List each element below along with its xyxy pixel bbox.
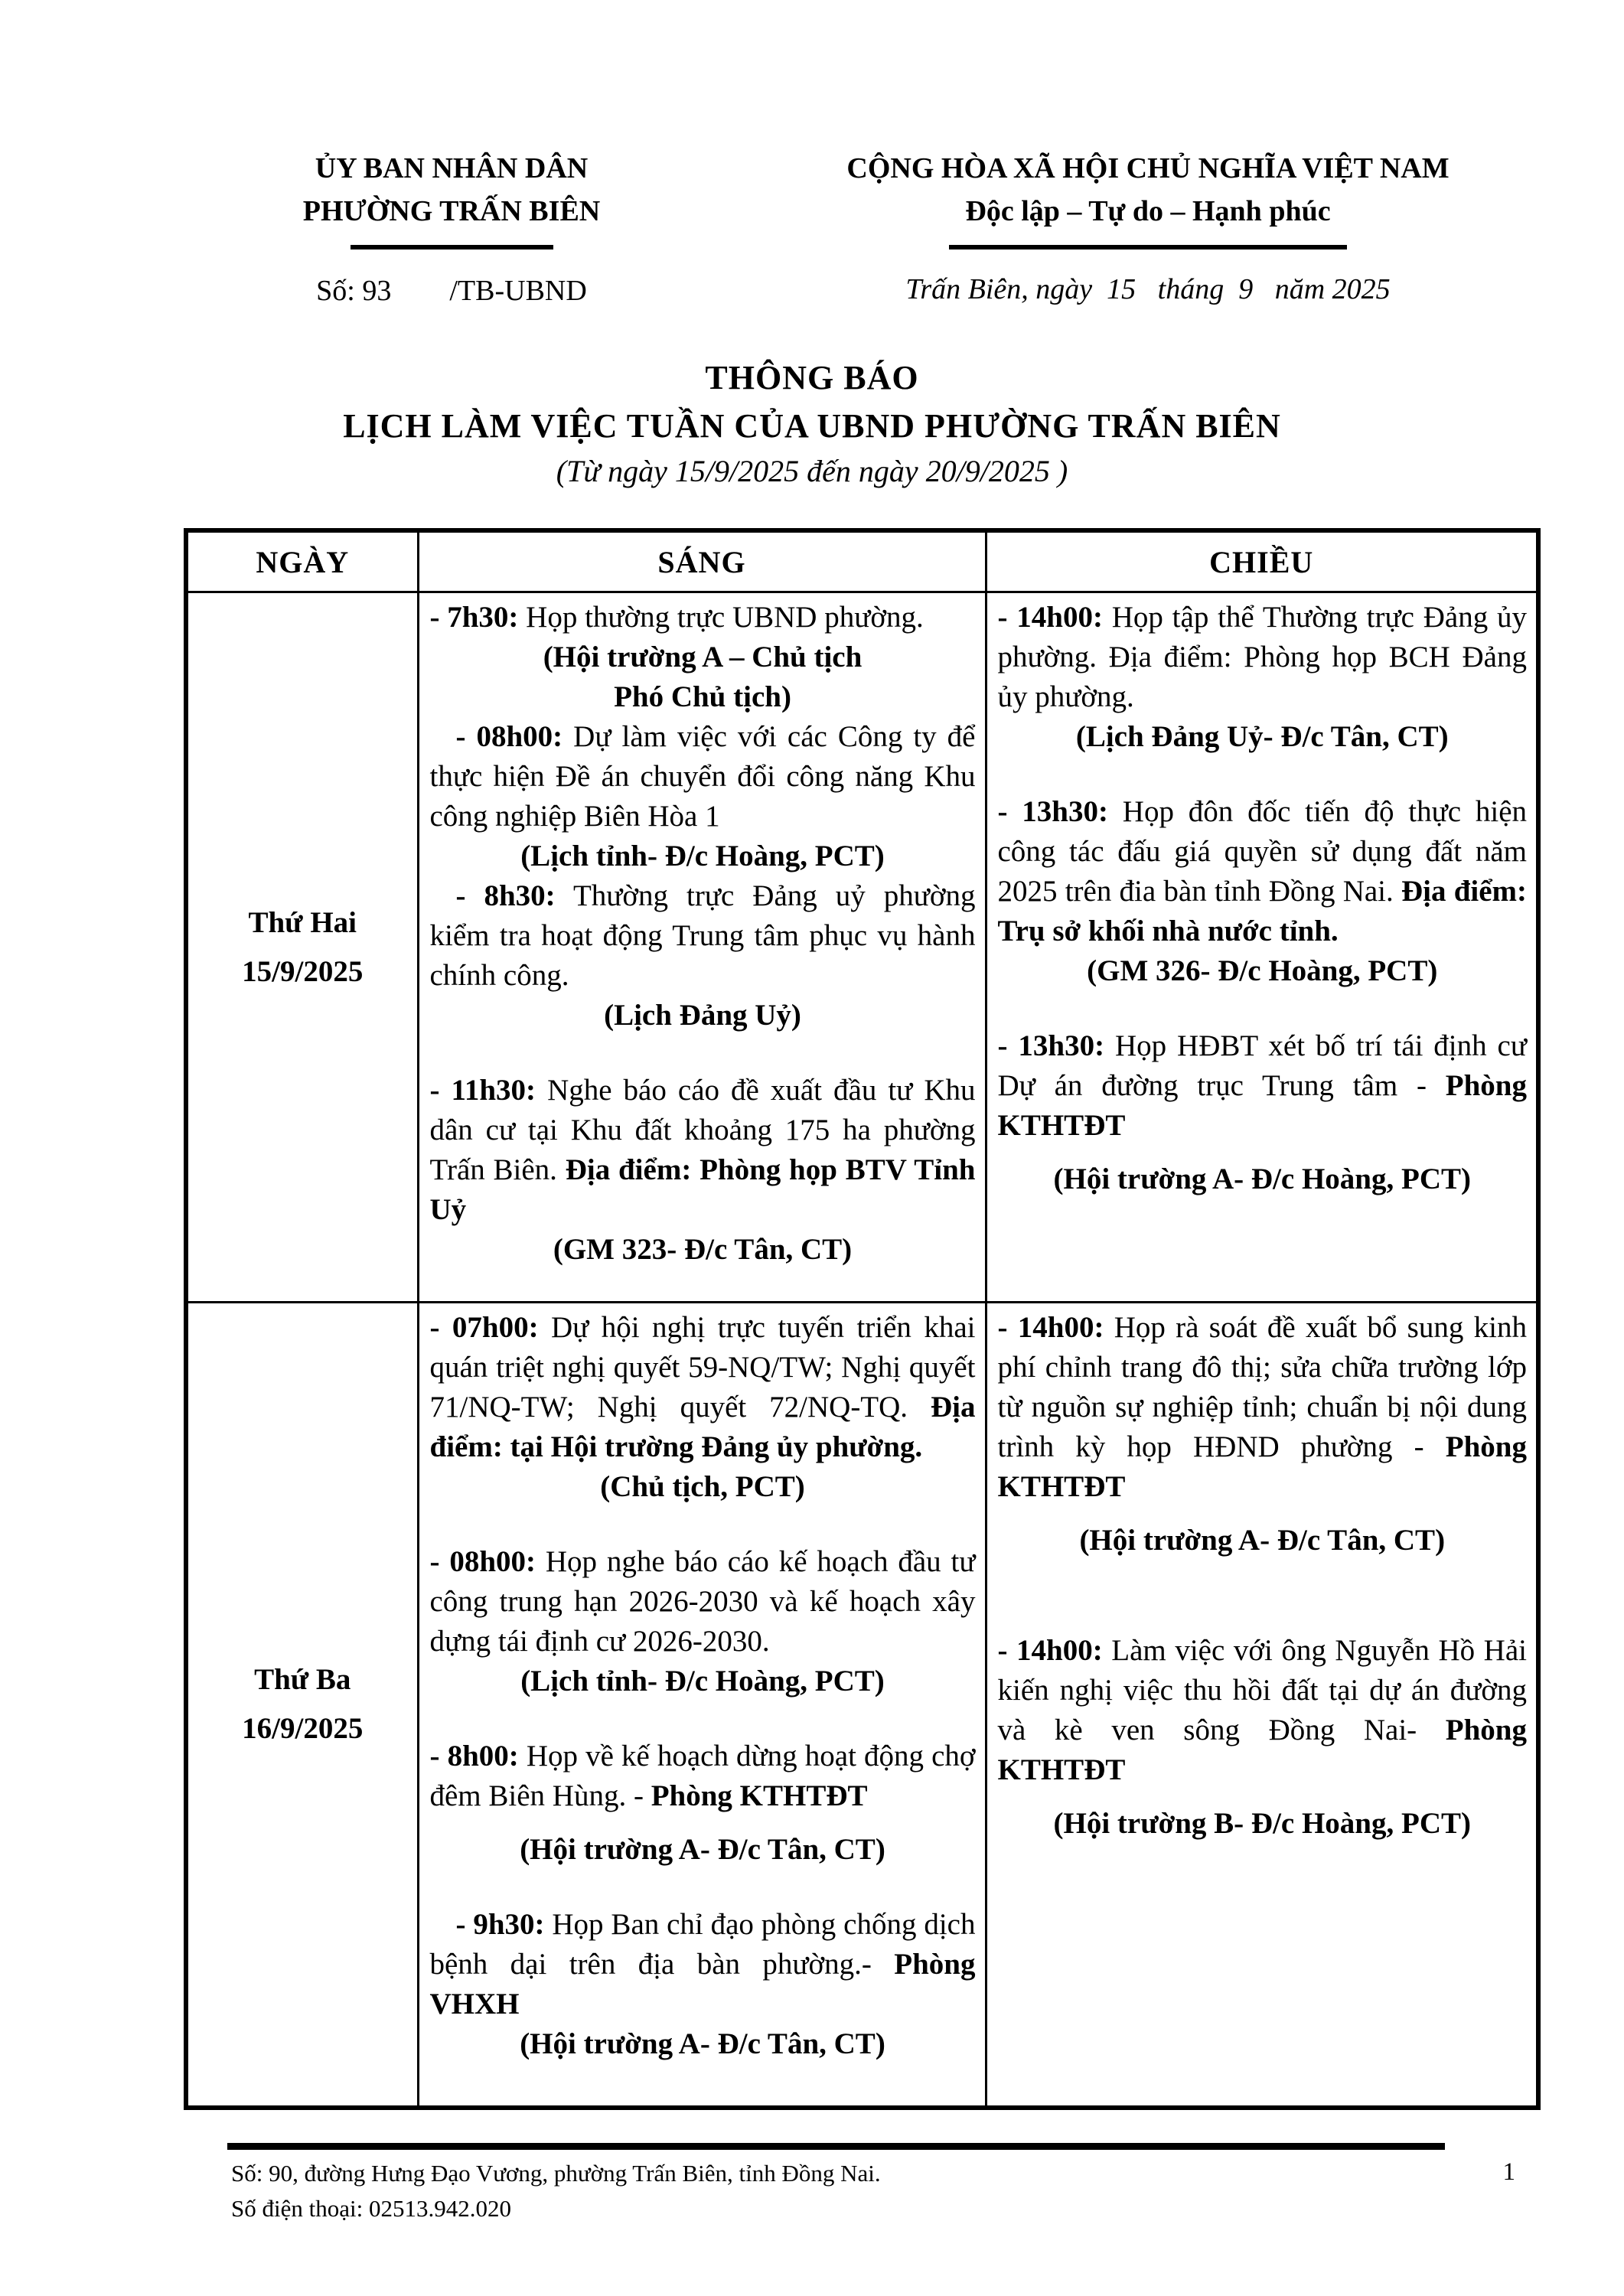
entry-emphasis-text: (GM 323- Đ/c Tân, CT)	[553, 1233, 853, 1266]
schedule-entry	[430, 1542, 976, 1662]
national-header-block	[750, 147, 1546, 311]
entry-emphasis-text: - 8h30:	[455, 879, 556, 912]
entry-emphasis-text: - 07h00:	[429, 1311, 539, 1344]
table-row-monday	[186, 592, 1538, 1303]
entry-text: Họp rà soát đề xuất bổ sung kinh phí chỉnh trang đô thị; sửa chữa trường lớp từ nguồn sự nghiệp tỉnh; chuẩn bị nội dung trình kỳ họp HĐND phường -	[997, 1311, 1527, 1463]
entry-location-line	[998, 1804, 1528, 1844]
document-number: Số: 93 /TB-UBND	[316, 275, 587, 307]
entry-location-line	[430, 1230, 976, 1270]
entry-location-line	[430, 1467, 976, 1507]
entry-emphasis-text: (Hội trường A- Đ/c Tân, CT)	[1079, 1524, 1446, 1557]
entry-text: Họp về kế hoạch dừng hoạt động chợ đêm Biên Hùng. -	[429, 1740, 976, 1812]
entry-emphasis-text: - 9h30:	[455, 1908, 545, 1941]
footer-phone: Số điện thoại: 02513.942.020	[231, 2195, 511, 2222]
org-name-line1: ỦY BAN NHÂN DÂN	[315, 152, 589, 184]
national-title: CỘNG HÒA XÃ HỘI CHỦ NGHĨA VIỆT NAM	[846, 152, 1450, 184]
table-header-row	[186, 530, 1538, 592]
footer-address: Số: 90, đường Hưng Đạo Vương, phường Trấn Biên, tỉnh Đồng Nai.	[231, 2160, 881, 2187]
doc-date-range: (Từ ngày 15/9/2025 đến ngày 20/9/2025 )	[556, 454, 1068, 488]
entry-emphasis-text: (Lịch tỉnh- Đ/c Hoàng, PCT)	[520, 1665, 885, 1698]
schedule-entry	[430, 598, 976, 638]
schedule-entry	[430, 1905, 976, 2024]
col-header-morning: SÁNG	[418, 530, 986, 592]
entry-emphasis-text: (Lịch Đảng Uỷ)	[604, 999, 801, 1032]
day-cell-tuesday	[186, 1303, 418, 2108]
org-name-line2: PHƯỜNG TRẤN BIÊN	[302, 195, 601, 227]
entry-location-line	[430, 677, 976, 717]
dateline: Trấn Biên, ngày 15 tháng 9 năm 2025	[905, 273, 1391, 305]
entry-location-line	[430, 1830, 976, 1870]
entry-emphasis-text: Phòng KTHTĐT	[997, 1430, 1527, 1503]
entry-emphasis-text: (Chủ tịch, PCT)	[600, 1470, 805, 1503]
entry-location-line	[430, 996, 976, 1035]
entry-emphasis-text: - 14h00:	[997, 1311, 1104, 1344]
entry-text: Họp HĐBT xét bố trí tái định cư Dự án đường trục Trung tâm -	[997, 1029, 1527, 1102]
org-underline	[351, 245, 553, 249]
footer-rule	[227, 2143, 1445, 2150]
title-block	[0, 358, 1624, 489]
entry-emphasis-text: Địa điểm: Trụ sở khối nhà nước tỉnh.	[997, 875, 1528, 947]
day-name: Thứ Ba	[254, 1662, 351, 1696]
entry-emphasis-text: (Hội trường B- Đ/c Hoàng, PCT)	[1053, 1807, 1471, 1840]
morning-cell-tuesday	[418, 1303, 986, 2108]
entry-emphasis-text: - 08h00:	[455, 720, 563, 753]
schedule-entry	[430, 717, 976, 837]
entry-location-line	[998, 951, 1528, 991]
schedule-entry	[430, 1737, 976, 1816]
entry-emphasis-text: - 11h30:	[429, 1074, 536, 1107]
schedule-entry	[998, 598, 1528, 717]
page-title: LỊCH LÀM VIỆC TUẦN CỦA UBND PHƯỜNG TRẤN BIÊN	[343, 407, 1281, 445]
day-date: 15/9/2025	[242, 954, 364, 988]
entry-text: Họp đôn đốc tiến độ thực hiện công tác đấu giá quyền sử dụng đất năm 2025 trên đia bàn tỉnh Đồng Nai.	[997, 795, 1528, 908]
schedule-entry	[998, 1308, 1528, 1507]
entry-text: Làm việc với ông Nguyễn Hồ Hải kiến nghị việc thu hồi đất tại dự án đường và kè ven sông Đồng Nai-	[997, 1634, 1527, 1746]
entry-emphasis-text: Phòng VHXH	[429, 1948, 976, 2020]
national-motto: Độc lập – Tự do – Hạnh phúc	[965, 195, 1331, 227]
schedule-entry	[998, 1631, 1528, 1790]
schedule-entry	[998, 1026, 1528, 1146]
entry-location-line	[430, 837, 976, 876]
entry-emphasis-text: - 14h00:	[997, 1634, 1103, 1667]
issuing-org-block	[184, 147, 719, 312]
entry-text: Dự làm việc với các Công ty để thực hiện Đề án chuyển đổi công năng Khu công nghiệp Biên Hòa 1	[429, 720, 976, 833]
entry-emphasis-text: (Hội trường A- Đ/c Hoàng, PCT)	[1053, 1163, 1471, 1195]
entry-emphasis-text: (GM 326- Đ/c Hoàng, PCT)	[1087, 954, 1438, 987]
schedule-entry	[998, 792, 1528, 951]
day-date: 16/9/2025	[242, 1711, 364, 1745]
col-header-afternoon: CHIỀU	[986, 530, 1538, 592]
entry-emphasis-text: Địa điểm: tại Hội trường Đảng ủy phường.	[429, 1391, 976, 1463]
entry-emphasis-text: - 13h30:	[997, 1029, 1105, 1062]
afternoon-cell-tuesday	[986, 1303, 1538, 2108]
entry-location-line	[998, 1521, 1528, 1561]
entry-emphasis-text: (Lịch tỉnh- Đ/c Hoàng, PCT)	[520, 840, 885, 872]
morning-cell-monday	[418, 592, 986, 1303]
entry-text: Họp tập thể Thường trực Đảng ủy phường. Địa điểm: Phòng họp BCH Đảng ủy phường.	[997, 601, 1527, 713]
entry-emphasis-text: (Hội trường A- Đ/c Tân, CT)	[520, 1833, 885, 1866]
entry-location-line	[998, 1159, 1528, 1199]
entry-text: Nghe báo cáo đề xuất đầu tư Khu dân cư tại Khu đất khoảng 175 ha phường Trấn Biên.	[429, 1074, 976, 1186]
day-name: Thứ Hai	[248, 905, 357, 939]
entry-location-line	[998, 717, 1528, 757]
schedule-entry	[430, 1308, 976, 1467]
entry-emphasis-text: - 7h30:	[429, 601, 519, 634]
entry-text: Họp nghe báo cáo kế hoạch đầu tư công trung hạn 2026-2030 và kế hoạch xây dựng tái định cư 2026-2030.	[429, 1545, 976, 1658]
entry-location-line	[430, 638, 976, 677]
schedule-table	[184, 528, 1541, 2110]
entry-location-line	[430, 1662, 976, 1701]
entry-emphasis-text: (Hội trường A – Chủ tịch	[543, 641, 863, 673]
entry-emphasis-text: Địa điểm: Phòng họp BTV Tỉnh Uỷ	[429, 1153, 976, 1226]
afternoon-cell-monday	[986, 592, 1538, 1303]
day-cell-monday	[186, 592, 418, 1303]
entry-emphasis-text: (Hội trường A- Đ/c Tân, CT)	[520, 2027, 885, 2060]
entry-location-line	[430, 2024, 976, 2064]
schedule-entry	[430, 1071, 976, 1230]
table-row-tuesday	[186, 1303, 1538, 2108]
entry-emphasis-text: Phó Chủ tịch)	[614, 680, 791, 713]
entry-emphasis-text: Phòng KTHTĐT	[651, 1779, 868, 1812]
page-number: 1	[1502, 2158, 1515, 2186]
entry-emphasis-text: - 14h00:	[997, 601, 1103, 634]
col-header-day: NGÀY	[186, 530, 418, 592]
entry-text: Họp thường trực UBND phường.	[518, 601, 924, 634]
entry-emphasis-text: Phòng KTHTĐT	[997, 1069, 1527, 1142]
entry-emphasis-text: Phòng KTHTĐT	[997, 1714, 1527, 1786]
motto-underline	[949, 245, 1347, 249]
doc-type-title: THÔNG BÁO	[705, 359, 919, 396]
entry-emphasis-text: - 08h00:	[429, 1545, 536, 1578]
entry-text: Họp Ban chỉ đạo phòng chống dịch bệnh dại trên địa bàn phường.-	[429, 1908, 976, 1981]
entry-emphasis-text: - 13h30:	[997, 795, 1108, 828]
entry-emphasis-text: - 8h00:	[429, 1740, 519, 1773]
schedule-entry	[430, 876, 976, 996]
entry-emphasis-text: (Lịch Đảng Uỷ- Đ/c Tân, CT)	[1075, 720, 1449, 753]
entry-text: Dự hội nghị trực tuyến triển khai quán triệt nghị quyết 59-NQ/TW; Nghị quyết 71/NQ-TW; Nghị quyết 72/NQ-TQ.	[429, 1311, 976, 1424]
entry-text: Thường trực Đảng uỷ phường kiểm tra hoạt động Trung tâm phục vụ hành chính công.	[429, 879, 976, 992]
